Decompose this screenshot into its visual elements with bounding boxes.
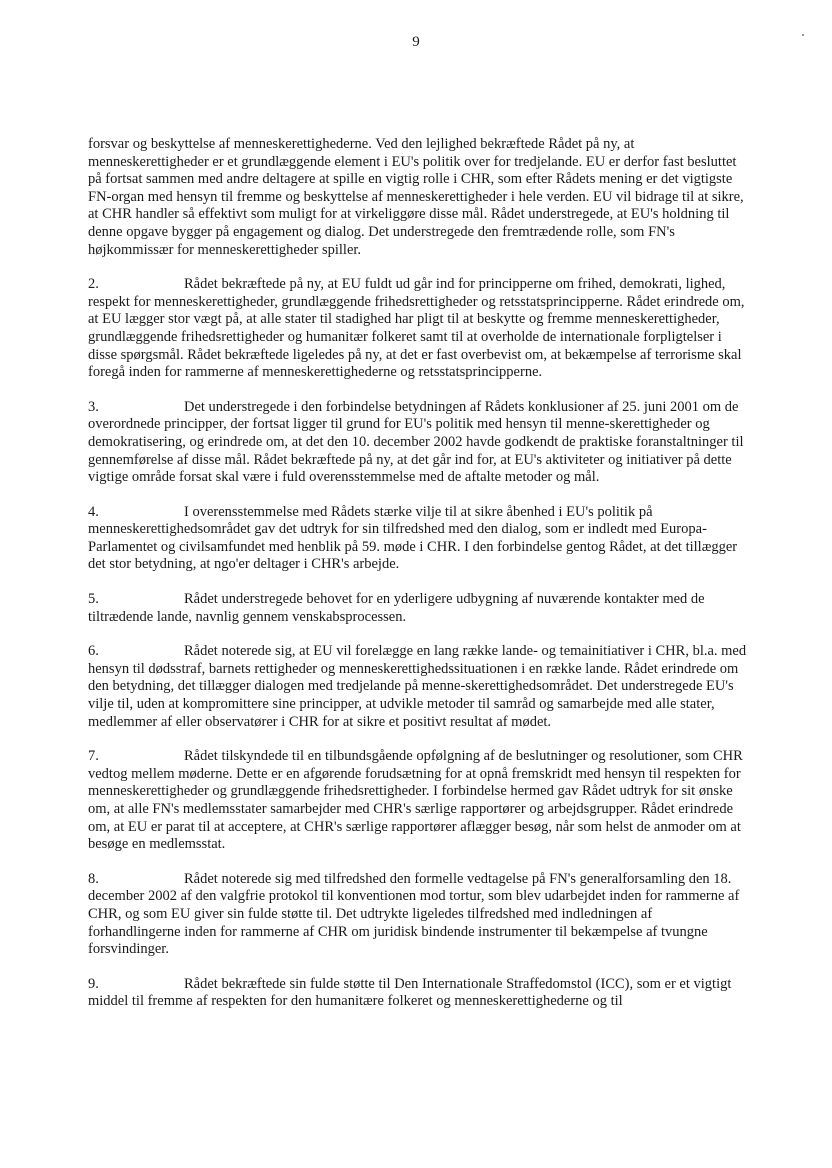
paragraph-number: 2. (88, 276, 99, 293)
paragraph-text: Rådet tilskyndede til en tilbundsgående opfølgning af de beslutninger og resolutioner, som CHR vedtog mellem møderne. Dette er en afgørende forudsætning for at opnå fremskridt med hensyn til respekten for menneskerettigheder og grundlæggende frihedsrettigheder. I forbindelse hermed gav Rådet udtryk for sit ønske om, at alle FN's medlemsstater samarbejder med CHR's særlige rapportører og arbejdsgrupper. Rådet erindrede om, at EU er parat til at acceptere, at CHR's særlige rapportører aflægger besøg, når som helst de anmoder om at besøge en medlemsstat. (88, 748, 743, 853)
paragraph-text: Rådet noterede sig, at EU vil forelægge en lang række lande- og temainitiativer i CHR, bl.a. med hensyn til dødsstraf, barnets rettigheder og menneskerettighedssituationen i en række lande. Rådet erindrede om den betydning, det tillægger dialogen med tredjelande på menne-skerettighedsområdet. Det understregede EU's vilje til, uden at kompromittere sine principper, at udvikle metoder til samråd og samarbejde med alle stater, medlemmer af eller observatører i CHR for at sikre et positivt resultat af mødet. (88, 643, 747, 730)
page-number: 9 (412, 34, 420, 50)
paragraph-number: 4. (88, 503, 99, 520)
paragraph-number: 7. (88, 748, 99, 765)
paragraph-text: Rådet understregede behovet for en yderligere udbygning af nuværende kontakter med de tiltrædende lande, navnlig gennem venskabsprocessen. (88, 591, 705, 625)
paragraph-text: I overensstemmelse med Rådets stærke vilje til at sikre åbenhed i EU's politik på menneskerettighedsområdet gav det udtryk for sin tilfredshed med den dialog, som er indledt med Europa-Parlamentet og civilsamfundet med henblik på 59. møde i CHR. I den forbindelse gentog Rådet, at det tillægger det stor betydning, at ngo'er deltager i CHR's arbejde. (88, 503, 738, 573)
paragraph-2 (88, 276, 748, 382)
paragraph-text: Rådet bekræftede på ny, at EU fuldt ud går ind for principperne om frihed, demokrati, lighed, respekt for menneskerettigheder, grundlæggende frihedsrettigheder og retsstatsprincipperne. Rådet erindrede om, at EU lægger stor vægt på, at alle stater til stadighed har pligt til at beskytte og fremme menneskerettigheder, grundlæggende frihedsrettigheder og humanitær folkeret samt til at overholde de internationale forpligtelser i disse spørgsmål. Rådet bekræftede ligeledes på ny, at det er fast overbevist om, at bekæmpelse af terrorisme skal foregå inden for rammerne af menneskerettighederne og retsstatsprincipperne. (88, 276, 745, 381)
paragraph-number: 3. (88, 398, 99, 415)
paragraph-1 (88, 136, 748, 259)
paragraph-4 (88, 504, 748, 574)
paragraph-number: 5. (88, 591, 99, 608)
paragraph-text: forsvar og beskyttelse af menneskerettighederne. Ved den lejlighed bekræftede Rådet på ny, at menneskerettigheder er et grundlæggende element i EU's politik over for tredjelande. EU er derfor fast besluttet på fortsat sammen med andre deltagere at spille en vigtig rolle i CHR, som efter Rådets mening er det vigtigste FN-organ med hensyn til fremme og beskyttelse af menneskerettigheder i hele verden. EU vil bidrage til at sikre, at CHR handler så effektivt som muligt for at virkeliggøre disse mål. Rådet understregede, at EU's holdning til denne opgave bygger på engagement og dialog. Det understregede den fremtrædende rolle, som FN's højkommissær for menneskerettigheder spiller. (88, 136, 744, 258)
paragraph-number: 9. (88, 975, 99, 992)
paragraph-number: 8. (88, 870, 99, 887)
document-body (88, 136, 748, 1028)
paragraph-text: Rådet bekræftede sin fulde støtte til Den Internationale Straffedomstol (ICC), som er et vigtigt middel til fremme af respekten for den humanitære folkeret og menneskerettighederne og til (88, 975, 732, 1010)
paragraph-3 (88, 399, 748, 487)
paragraph-text: Rådet noterede sig med tilfredshed den formelle vedtagelse på FN's generalforsamling den 18. december 2002 af den valgfrie protokol til konventionen mod tortur, som blev udarbejdet inden for rammerne af CHR, og som EU giver sin fulde støtte til. Det udtrykte ligeledes tilfredshed med indledningen af forhandlingerne inden for rammerne af CHR om juridisk bindende instrumenter til bekæmpelse af tvungne forsvindinger. (88, 870, 740, 958)
paragraph-9 (88, 976, 748, 1011)
paragraph-8 (88, 871, 748, 959)
paragraph-6 (88, 643, 748, 731)
scan-speck (802, 34, 804, 36)
paragraph-5 (88, 591, 748, 626)
paragraph-text: Det understregede i den forbindelse betydningen af Rådets konklusioner af 25. juni 2001 om de overordnede principper, der fortsat ligger til grund for EU's politik med hensyn til menne-skerettigheder og demokratisering, og erindrede om, at det den 10. december 2002 havde godkendt de praktiske foranstaltninger til gennemførelse af disse mål. Rådet bekræftede på ny, at det går ind for, at EU's aktiviteter og initiativer på dette vigtige område forsat skal være i fuld overensstemmelse med de aftalte metoder og mål. (88, 398, 744, 486)
paragraph-7 (88, 748, 748, 854)
paragraph-number: 6. (88, 643, 99, 660)
